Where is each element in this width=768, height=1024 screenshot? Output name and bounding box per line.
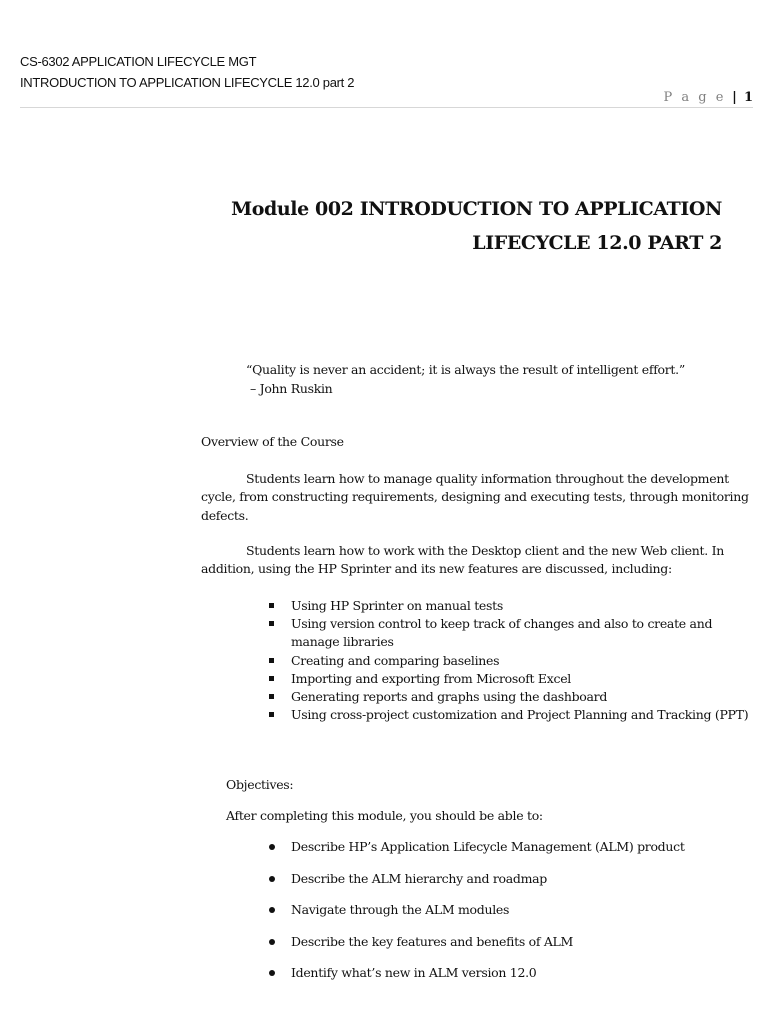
list-item: Using cross-project customization and Project Planning and Tracking (PPT)	[268, 706, 753, 724]
page-number-indicator	[664, 90, 753, 106]
overview-paragraph-1: Students learn how to manage quality information throughout the development cycle, from constructing requirements, designing and executing tests, through monitoring defects.	[201, 471, 749, 523]
page-number: 1	[743, 90, 753, 105]
quote-text: “Quality is never an accident; it is always the result of intelligent effort.”	[246, 362, 685, 377]
list-item: Describe HP’s Application Lifecycle Management (ALM) product	[268, 838, 753, 856]
page-word: P a g e	[663, 90, 726, 105]
page-separator: |	[732, 90, 737, 105]
list-item: Describe the key features and benefits of ALM	[268, 933, 753, 951]
list-item: Creating and comparing baselines	[268, 652, 753, 670]
quote-author: – John Ruskin	[250, 381, 333, 396]
header-divider	[20, 107, 753, 108]
header-subtitle-line: INTRODUCTION TO APPLICATION LIFECYCLE 12.0 part 2	[20, 75, 355, 90]
overview-heading: Overview of the Course	[201, 434, 344, 449]
module-title-line-2: LIFECYCLE 12.0 PART 2	[472, 232, 722, 254]
list-item: Describe the ALM hierarchy and roadmap	[268, 870, 753, 888]
list-item: Using version control to keep track of changes and also to create and manage libraries	[268, 615, 753, 651]
module-title	[200, 192, 722, 260]
objectives-heading: Objectives:	[226, 777, 294, 792]
list-item: Using HP Sprinter on manual tests	[268, 597, 753, 615]
module-title-line-1: Module 002 INTRODUCTION TO APPLICATION	[231, 198, 722, 220]
course-code-line: CS-6302 APPLICATION LIFECYCLE MGT	[20, 54, 257, 69]
epigraph-quote	[246, 360, 685, 398]
list-item: Importing and exporting from Microsoft Excel	[268, 670, 753, 688]
overview-paragraph-2: Students learn how to work with the Desktop client and the new Web client. In addition, using the HP Sprinter and its new features are discussed, including:	[201, 543, 724, 577]
list-item: Generating reports and graphs using the dashboard	[268, 688, 753, 706]
objectives-intro: After completing this module, you should be able to:	[226, 808, 543, 823]
features-list	[268, 597, 753, 724]
document-header	[20, 51, 760, 93]
objectives-list	[268, 838, 753, 996]
list-item: Navigate through the ALM modules	[268, 901, 753, 919]
list-item: Identify what’s new in ALM version 12.0	[268, 964, 753, 982]
